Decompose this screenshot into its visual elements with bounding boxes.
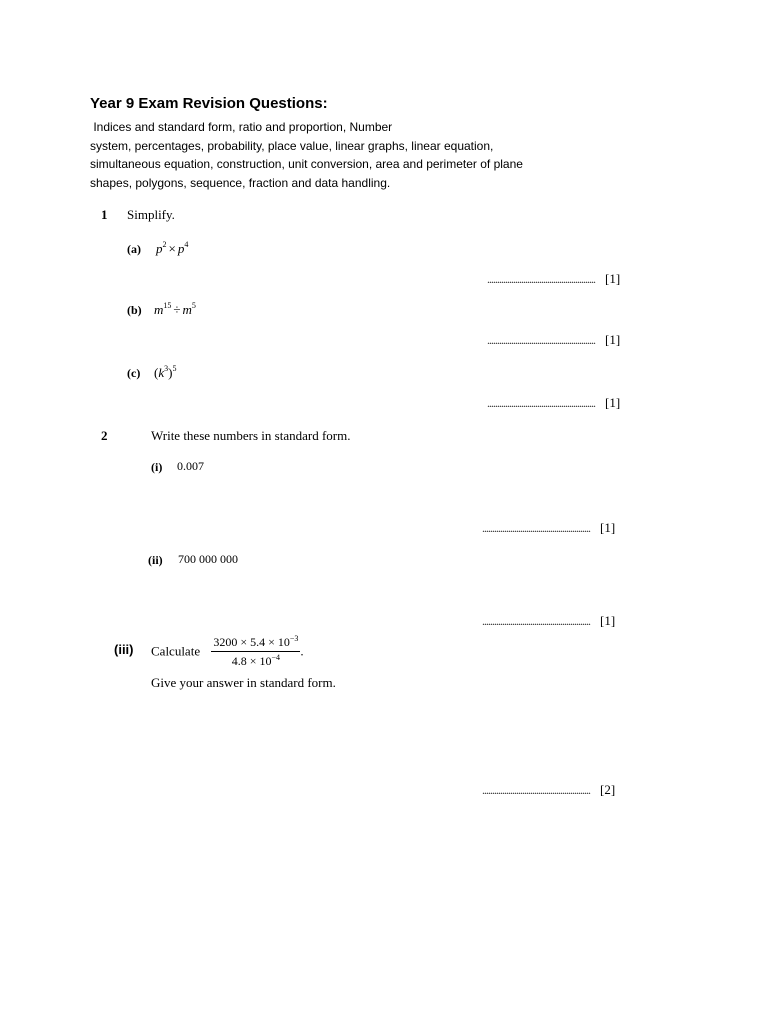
question-1c-expression: $(k^3)^5$ — [154, 364, 177, 380]
question-2-instruction: Write these numbers in standard form. — [151, 428, 351, 443]
answer-line-1c[interactable]: ...................................................... [1] — [487, 395, 621, 410]
question-1a-label: (a) — [127, 242, 141, 256]
answer-line-2ii[interactable]: ...................................................... [1] — [482, 613, 616, 628]
topics-intro — [90, 118, 570, 192]
question-2iii-label: (iii) — [114, 642, 134, 657]
mark-1b: [1] — [605, 332, 621, 347]
mark-1c: [1] — [605, 395, 621, 410]
intro-line: Indices and standard form, ratio and proportion, Number — [90, 120, 393, 134]
answer-line-1b[interactable]: ...................................................... [1] — [487, 332, 621, 347]
question-1c-label: (c) — [127, 366, 141, 380]
question-2-number: 2 — [101, 428, 108, 443]
mark-2i: [1] — [600, 520, 616, 535]
question-1b-label: (b) — [127, 303, 142, 317]
question-2ii-label: (ii) — [148, 553, 163, 567]
mark-2iii: [2] — [600, 782, 616, 797]
fraction-numerator: $3200 \times 5.4 \times 10^{-3}$ — [211, 634, 300, 652]
question-2iii-instruction: Give your answer in standard form. — [151, 675, 336, 690]
page-title: Year 9 Exam Revision Questions: — [90, 95, 328, 112]
answer-line-2i[interactable]: ...................................................... [1] — [482, 520, 616, 535]
calculation-fraction — [211, 634, 300, 669]
intro-line: simultaneous equation, construction, unit conversion, area and perimeter of plane — [90, 157, 523, 171]
answer-line-1a[interactable]: ...................................................... [1] — [487, 271, 621, 286]
question-2i-label: (i) — [151, 460, 163, 474]
intro-line: shapes, polygons, sequence, fraction and data handling. — [90, 175, 391, 190]
question-2iii-calculation: Calculate $\frac{3200 \times 5.4 \times 10^{-3}}{4.8 \times 10^{-4}}$ . — [151, 634, 304, 668]
mark-1a: [1] — [605, 271, 621, 286]
fraction-denominator: $4.8 \times 10^{-4}$ — [231, 653, 281, 668]
question-2ii-value: 700 000 000 — [178, 552, 238, 566]
question-2i-value: 0.007 — [177, 459, 204, 473]
question-1b-expression: $m^{15} \div m^5$ — [154, 301, 196, 317]
question-1-instruction: Simplify. — [127, 207, 175, 222]
question-1-number: 1 — [101, 207, 108, 222]
mark-2ii: [1] — [600, 613, 616, 628]
intro-line: system, percentages, probability, place value, linear graphs, linear equation, — [90, 138, 494, 153]
question-1a-expression: $p^2 \times p^4$ — [156, 240, 189, 256]
answer-line-2iii[interactable]: ...................................................... [2] — [482, 782, 616, 797]
